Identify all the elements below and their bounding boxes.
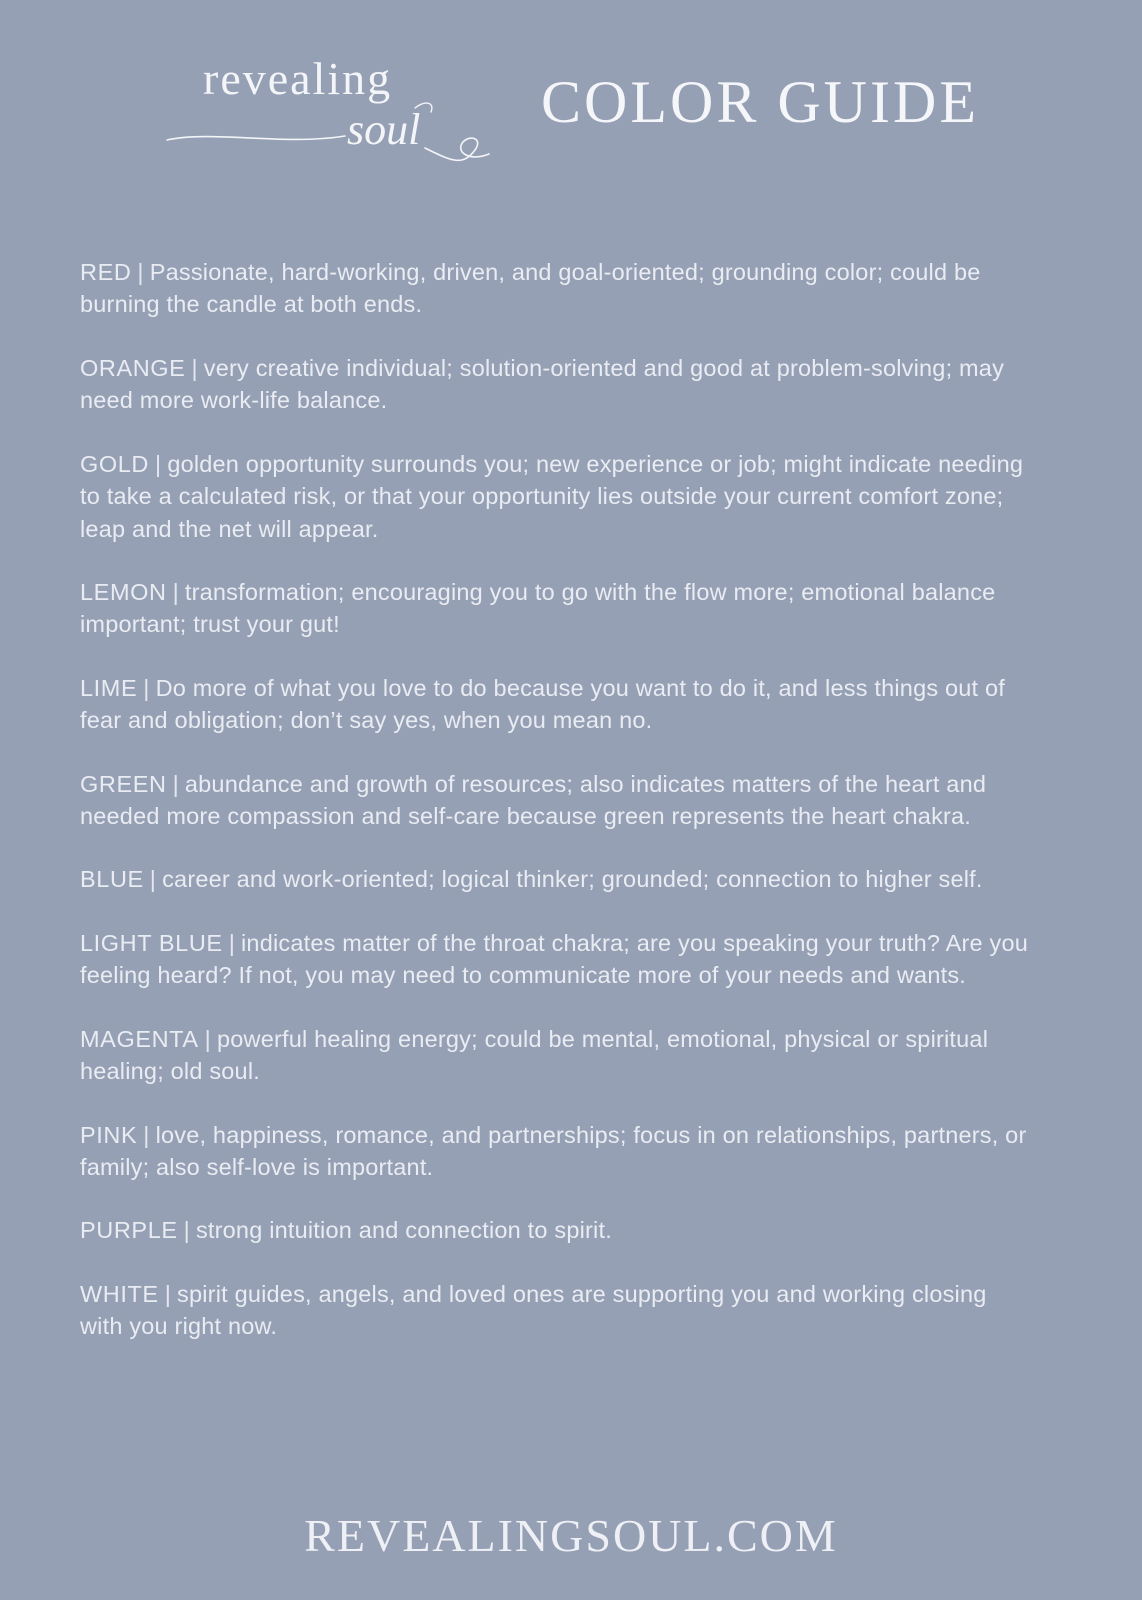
- color-label: PINK: [80, 1121, 138, 1148]
- color-label: LEMON: [80, 578, 167, 605]
- color-description: very creative individual; solution-oriented and good at problem-solving; may need more work-life balance.: [80, 354, 1005, 414]
- color-label: GREEN: [80, 770, 167, 797]
- footer: [0, 1509, 1142, 1562]
- color-separator: |: [143, 1121, 150, 1148]
- color-entry: [80, 1214, 1032, 1246]
- color-entry: [80, 1023, 1032, 1088]
- color-separator: |: [191, 354, 198, 381]
- color-label: RED: [80, 259, 132, 285]
- color-label: LIME: [80, 674, 138, 701]
- color-entry: [80, 768, 1032, 833]
- color-label: GOLD: [80, 450, 149, 477]
- color-entry: [80, 352, 1032, 417]
- color-entry: [80, 672, 1032, 737]
- color-separator: |: [143, 674, 150, 701]
- color-label: PURPLE: [80, 1217, 178, 1244]
- color-separator: |: [172, 578, 179, 605]
- color-description: indicates matter of the throat chakra; are you speaking your truth? Are you feeling heard? If not, you may need to communicate more of your needs and wants.: [80, 929, 1029, 989]
- color-separator: |: [137, 259, 144, 285]
- color-separator: |: [172, 770, 179, 797]
- brand-script-text: soul: [347, 105, 421, 154]
- color-separator: |: [149, 866, 157, 893]
- color-label: MAGENTA: [80, 1025, 199, 1052]
- color-guide-list: [0, 184, 1142, 1343]
- color-description: powerful healing energy; could be mental, emotional, physical or spiritual healing; old soul.: [80, 1025, 989, 1085]
- color-description: career and work-oriented; logical thinker; grounded; connection to higher self.: [162, 866, 983, 893]
- color-description: abundance and growth of resources; also indicates matters of the heart and needed more compassion and self-care because green represents the heart chakra.: [80, 770, 987, 830]
- color-label: WHITE: [80, 1280, 159, 1307]
- color-description: Passionate, hard-working, driven, and goal-oriented; grounding color; could be burning the candle at both ends.: [80, 259, 981, 318]
- color-separator: |: [164, 1280, 172, 1307]
- color-entry: [80, 576, 1032, 641]
- color-label: ORANGE: [80, 354, 186, 381]
- color-separator: |: [228, 929, 236, 956]
- color-separator: |: [155, 450, 162, 477]
- color-label: BLUE: [80, 866, 144, 893]
- color-description: love, happiness, romance, and partnerships; focus in on relationships, partners, or family; also self-love is important.: [80, 1121, 1027, 1181]
- color-description: Do more of what you love to do because you want to do it, and less things out of fear and obligation; don’t say yes, when you mean no.: [80, 674, 1006, 734]
- color-entry: [80, 256, 1032, 321]
- color-description: transformation; encouraging you to go with the flow more; emotional balance important; trust your gut!: [80, 578, 996, 638]
- color-entry: [80, 448, 1032, 545]
- color-description: golden opportunity surrounds you; new experience or job; might indicate needing to take a calculated risk, or that your opportunity lies outside your current comfort zone; leap and the net will appear.: [80, 450, 1024, 542]
- header: [0, 0, 1142, 184]
- brand-logo: [163, 44, 493, 174]
- page-title: COLOR GUIDE: [541, 68, 979, 135]
- soul-script-flourish-icon: [163, 96, 493, 179]
- color-entry: [80, 927, 1032, 992]
- color-separator: |: [204, 1025, 211, 1052]
- brand-wordmark: revealing: [203, 53, 393, 104]
- color-label: LIGHT BLUE: [80, 929, 223, 956]
- color-description: spirit guides, angels, and loved ones are supporting you and working closing with you right now.: [80, 1280, 987, 1340]
- color-entry: [80, 1119, 1032, 1184]
- website-url: REVEALINGSOUL.COM: [304, 1510, 838, 1561]
- color-separator: |: [183, 1217, 190, 1244]
- color-entry: [80, 863, 1032, 895]
- color-description: strong intuition and connection to spirit.: [195, 1217, 612, 1244]
- color-entry: [80, 1278, 1032, 1343]
